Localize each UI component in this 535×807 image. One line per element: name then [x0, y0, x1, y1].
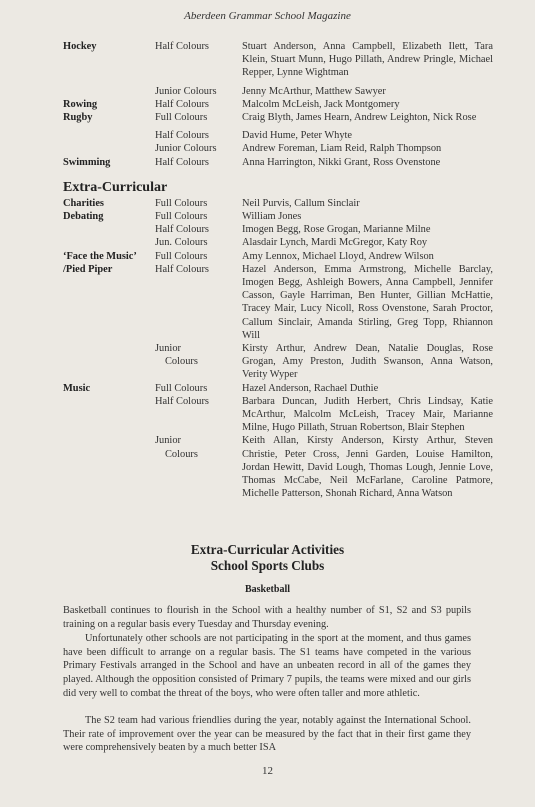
- award-recipients: William Jones: [242, 211, 302, 223]
- award-category: [63, 129, 155, 142]
- award-recipients: Malcolm McLeish, Jack Montgomery: [242, 98, 400, 110]
- basketball-heading: Basketball: [244, 584, 290, 595]
- award-level: [155, 342, 242, 382]
- paragraph-text: Basketball continues to flourish in the School with a healthy number of S1, S2 and S3 pupils training on a regular basis every Tuesday and Thursday evening.: [63, 605, 471, 630]
- paragraph-2: [63, 632, 471, 701]
- award-level: Jun. Colours: [155, 237, 208, 249]
- award-row: [63, 263, 493, 342]
- award-row: [63, 236, 493, 249]
- award-category: [63, 236, 155, 249]
- award-row: [63, 342, 493, 382]
- award-category: Music: [63, 382, 91, 394]
- award-level: Half Colours: [155, 263, 209, 275]
- award-category: Hockey: [63, 41, 97, 52]
- award-recipients: Barbara Duncan, Judith Herbert, Chris Lindsay, Katie McArthur, Malcolm McLeish, Tracey Mair, Marianne Milne, Hugo Pillath, Struan Robertson, Blair Stephen: [242, 395, 493, 434]
- award-recipients: Hazel Anderson, Rachael Duthie: [242, 382, 379, 394]
- award-recipients: Alasdair Lynch, Mardi McGregor, Katy Roy: [242, 237, 428, 249]
- section-subtitle: School Sports Clubs: [210, 558, 325, 573]
- award-level: Half Colours: [155, 41, 209, 52]
- award-row: [63, 85, 493, 98]
- award-category: Rowing: [63, 98, 98, 110]
- award-level: Full Colours: [155, 211, 208, 223]
- paragraph-1: [63, 604, 471, 631]
- award-row: [63, 129, 493, 142]
- paragraph-text: The S2 team had various friendlies during the year, notably against the International School. Their rate of improvement over the year can be measured by the fact that in their first game they were comprehensively beaten by a much better ISA: [63, 715, 471, 754]
- award-level: [155, 434, 242, 500]
- award-level: Half Colours: [155, 98, 209, 110]
- award-category: ‘Face the Music’: [63, 250, 137, 262]
- award-category: [63, 342, 155, 382]
- award-level: Full Colours: [155, 250, 208, 262]
- award-row: [63, 382, 493, 395]
- award-category: Rugby: [63, 112, 93, 124]
- award-row: [63, 210, 493, 223]
- award-category: Charities: [63, 197, 104, 209]
- paragraph-3: [63, 714, 471, 755]
- award-row: [63, 142, 493, 155]
- award-recipients: Craig Blyth, James Hearn, Andrew Leighton, Nick Rose: [242, 112, 477, 124]
- award-recipients: Jenny McArthur, Matthew Sawyer: [242, 85, 386, 97]
- award-row: [63, 40, 493, 80]
- award-recipients: Stuart Anderson, Anna Campbell, Elizabeth Ilett, Tara Klein, Stuart Munn, Hugo Pillath, Andrew Pringle, Michael Repper, Lynne Wightman: [242, 41, 493, 79]
- award-level: Full Colours: [155, 382, 208, 394]
- extra-curricular-heading: Extra-Curricular: [63, 179, 168, 195]
- award-level-part: Junior: [155, 343, 181, 355]
- award-row: [63, 111, 493, 124]
- award-recipients: Imogen Begg, Rose Grogan, Marianne Milne: [242, 224, 431, 236]
- award-recipients: Amy Lennox, Michael Lloyd, Andrew Wilson: [242, 250, 434, 262]
- award-level: Junior Colours: [155, 143, 217, 155]
- award-row: [63, 250, 493, 263]
- sports-awards: [63, 40, 493, 169]
- award-level: Full Colours: [155, 197, 208, 209]
- award-recipients: Anna Harrington, Nikki Grant, Ross Ovenstone: [242, 156, 441, 168]
- award-row: [63, 98, 493, 111]
- award-row: [63, 197, 493, 210]
- award-level: Half Colours: [155, 395, 209, 407]
- award-row: [63, 223, 493, 236]
- award-level: Junior Colours: [155, 85, 217, 97]
- award-level-part: Junior: [155, 435, 181, 447]
- award-recipients: Hazel Anderson, Emma Armstrong, Michelle Barclay, Imogen Begg, Ashleigh Bowers, Anna Campbell, Jennifer Casson, Gayle Harriman, Ben Hunter, Gillian McHattie, Tracey Mair, Lucy Nicoll, Ross Ovenstone, Sarah Proctor, Callum Sinclair, Amanda Stirling, Greg Topp, Rhiannon Will: [242, 263, 493, 341]
- award-level: Half Colours: [155, 224, 209, 236]
- award-recipients: Keith Allan, Kirsty Anderson, Kirsty Arthur, Steven Christie, Peter Cross, Jenni Garden, Louise Hamilton, Jordan Hewitt, David Lough, Thomas Lough, Jennie Love, Thomas McCabe, Neil McFarlane, Caroline Patmore, Michelle Patterson, Shonah Richard, Anna Watson: [242, 435, 493, 500]
- award-category: [63, 142, 155, 155]
- award-category: [63, 395, 155, 435]
- award-recipients: Neil Purvis, Callum Sinclair: [242, 197, 360, 209]
- running-header: Aberdeen Grammar School Magazine: [184, 10, 351, 22]
- award-level: Half Colours: [155, 156, 209, 168]
- award-recipients: Andrew Foreman, Liam Reid, Ralph Thompson: [242, 143, 442, 155]
- award-category: [63, 85, 155, 98]
- award-category: Debating: [63, 211, 104, 223]
- award-row: [63, 395, 493, 435]
- award-level-part: Colours: [165, 356, 198, 368]
- extra-curricular-awards: [63, 197, 493, 501]
- award-recipients: Kirsty Arthur, Andrew Dean, Natalie Douglas, Rose Grogan, Amy Preston, Judith Swanson, Anna Watson, Verity Wyper: [242, 343, 493, 381]
- award-level-part: Colours: [165, 448, 198, 460]
- award-category: /Pied Piper: [63, 263, 113, 275]
- award-row: [63, 156, 493, 169]
- award-category: [63, 434, 155, 500]
- section-title: Extra-Curricular Activities: [190, 542, 345, 557]
- award-row: [63, 434, 493, 500]
- award-level: Half Colours: [155, 130, 209, 142]
- award-recipients: David Hume, Peter Whyte: [242, 130, 353, 142]
- awards-list: [63, 40, 493, 501]
- paragraph-text: Unfortunately other schools are not participating in the sport at the moment, and thus games have been difficult to arrange on a regular basis. The S1 teams have competed in the various Primary Festivals arranged in the School and have an unbeaten record in all of the games they played. Although the opposition consisted of Primary 7 pupils, the teams were mixed and our girls did very well to combat the threat of the boys, who were often taller and more athletic.: [63, 633, 471, 699]
- award-category: Swimming: [63, 156, 111, 168]
- award-category: [63, 223, 155, 236]
- page-number: 12: [262, 765, 273, 777]
- award-level: Full Colours: [155, 112, 208, 124]
